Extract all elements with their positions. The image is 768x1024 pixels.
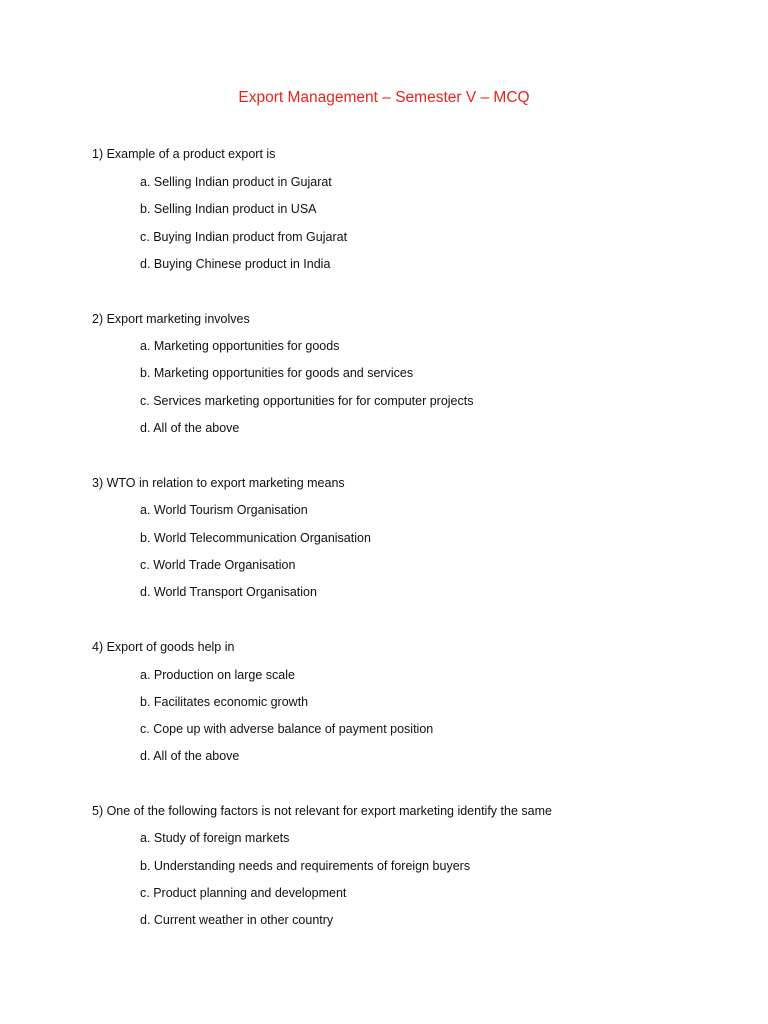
question-2-option-c: c. Services marketing opportunities for for computer projects bbox=[140, 394, 474, 408]
question-3: 3) WTO in relation to export marketing means bbox=[92, 476, 345, 490]
question-1-option-a: a. Selling Indian product in Gujarat bbox=[140, 175, 332, 189]
question-5-option-d: d. Current weather in other country bbox=[140, 913, 334, 927]
document-title: Export Management – Semester V – MCQ bbox=[238, 89, 530, 106]
question-3-option-a: a. World Tourism Organisation bbox=[140, 503, 308, 517]
question-5-option-b: b. Understanding needs and requirements of foreign buyers bbox=[140, 859, 471, 873]
question-4-option-b: b. Facilitates economic growth bbox=[140, 695, 309, 709]
question-4-option-d: d. All of the above bbox=[140, 749, 240, 763]
question-1-option-d: d. Buying Chinese product in India bbox=[140, 257, 331, 271]
question-5-option-a: a. Study of foreign markets bbox=[140, 831, 290, 845]
question-1-option-b: b. Selling Indian product in USA bbox=[140, 202, 317, 216]
question-2-option-a: a. Marketing opportunities for goods bbox=[140, 339, 340, 353]
question-5-option-c: c. Product planning and development bbox=[140, 886, 347, 900]
question-5: 5) One of the following factors is not relevant for export marketing identify the same bbox=[92, 804, 552, 818]
question-4-option-c: c. Cope up with adverse balance of payment position bbox=[140, 722, 434, 736]
question-3-option-c: c. World Trade Organisation bbox=[140, 558, 296, 572]
question-2: 2) Export marketing involves bbox=[92, 312, 250, 326]
question-3-option-b: b. World Telecommunication Organisation bbox=[140, 531, 371, 545]
question-3-option-d: d. World Transport Organisation bbox=[140, 585, 317, 599]
question-2-option-d: d. All of the above bbox=[140, 421, 240, 435]
question-1-option-c: c. Buying Indian product from Gujarat bbox=[140, 230, 348, 244]
question-4: 4) Export of goods help in bbox=[92, 640, 235, 654]
question-2-option-b: b. Marketing opportunities for goods and services bbox=[140, 366, 414, 380]
question-4-option-a: a. Production on large scale bbox=[140, 668, 295, 682]
question-1: 1) Example of a product export is bbox=[92, 147, 276, 161]
